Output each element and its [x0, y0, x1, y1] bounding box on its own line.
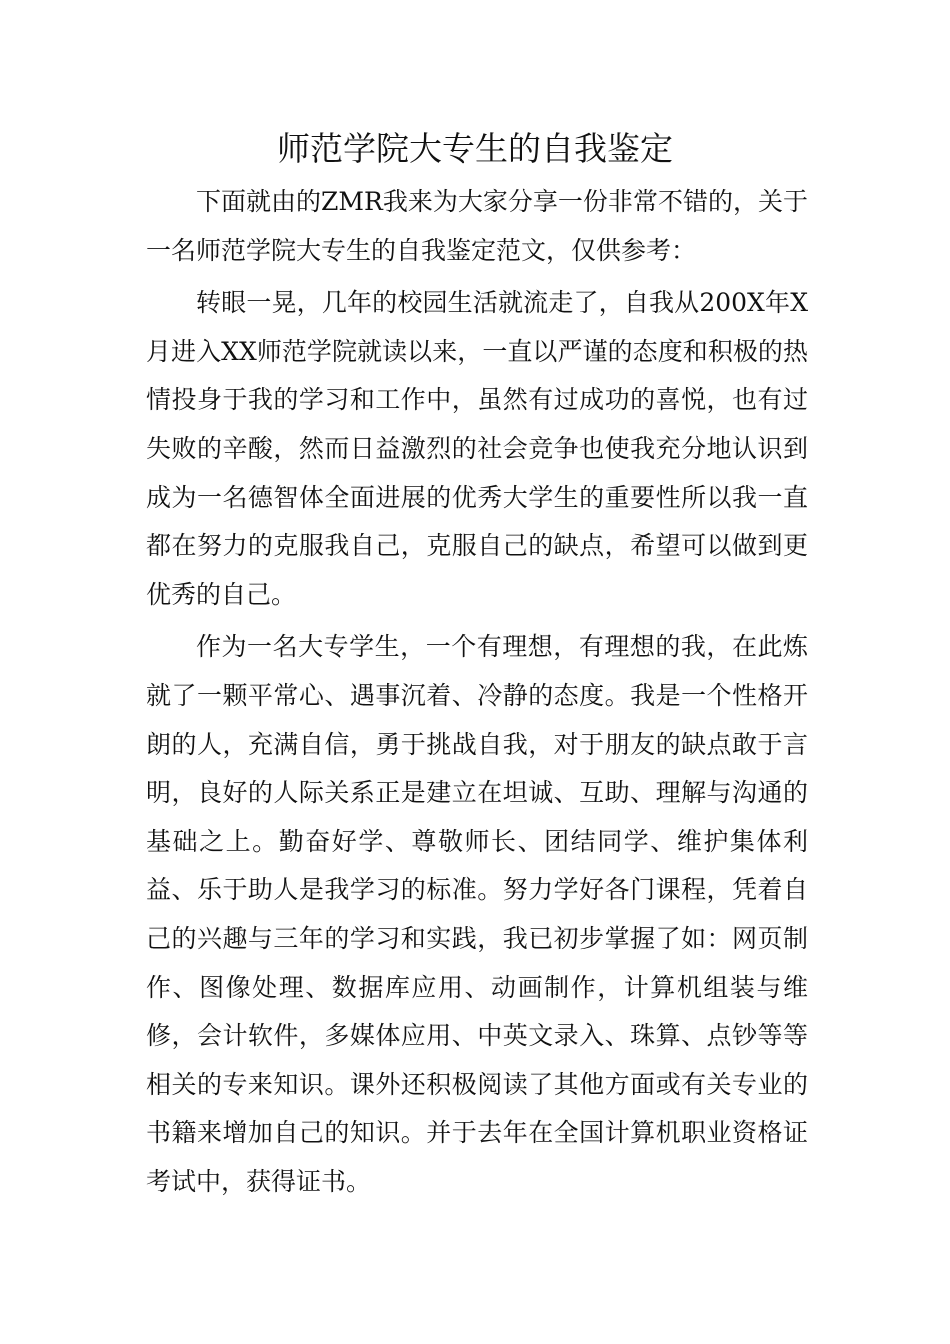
- document-title: 师范学院大专生的自我鉴定: [277, 129, 673, 168]
- paragraph-self-assessment: 作为一名大专学生，一个有理想，有理想的我，在此炼就了一颗平常心、遇事沉着、冷静的态度。我是一个性格开朗的人，充满自信，勇于挑战自我，对于朋友的缺点敢于言明，良好的人际关系正是建立在坦诚、互助、理解与沟通的基础之上。勤奋好学、尊敬师长、团结同学、维护集体利益、乐于助人是我学习的标准。努力学好各门课程，凭着自己的兴趣与三年的学习和实践，我已初步掌握了如：网页制作、图像处理、数据库应用、动画制作，计算机组装与维修，会计软件，多媒体应用、中英文录入、珠算、点钞等等相关的专来知识。课外还积极阅读了其他方面或有关专业的书籍来增加自己的知识。并于去年在全国计算机职业资格证考试中，获得证书。: [146, 632, 808, 1196]
- paragraph-review: 转眼一晃，几年的校园生活就流走了，自我从200X年X月进入XX师范学院就读以来，一直以严谨的态度和积极的热情投身于我的学习和工作中，虽然有过成功的喜悦，也有过失败的辛酸，然而日益激烈的社会竞争也使我充分地认识到成为一名德智体全面进展的优秀大学生的重要性所以我一直都在努力的克服我自己，克服自己的缺点，希望可以做到更优秀的自己。: [146, 288, 808, 609]
- document-body: [146, 178, 808, 1206]
- paragraph-intro: 下面就由的ZMR我来为大家分享一份非常不错的，关于一名师范学院大专生的自我鉴定范文，仅供参考：: [146, 187, 808, 265]
